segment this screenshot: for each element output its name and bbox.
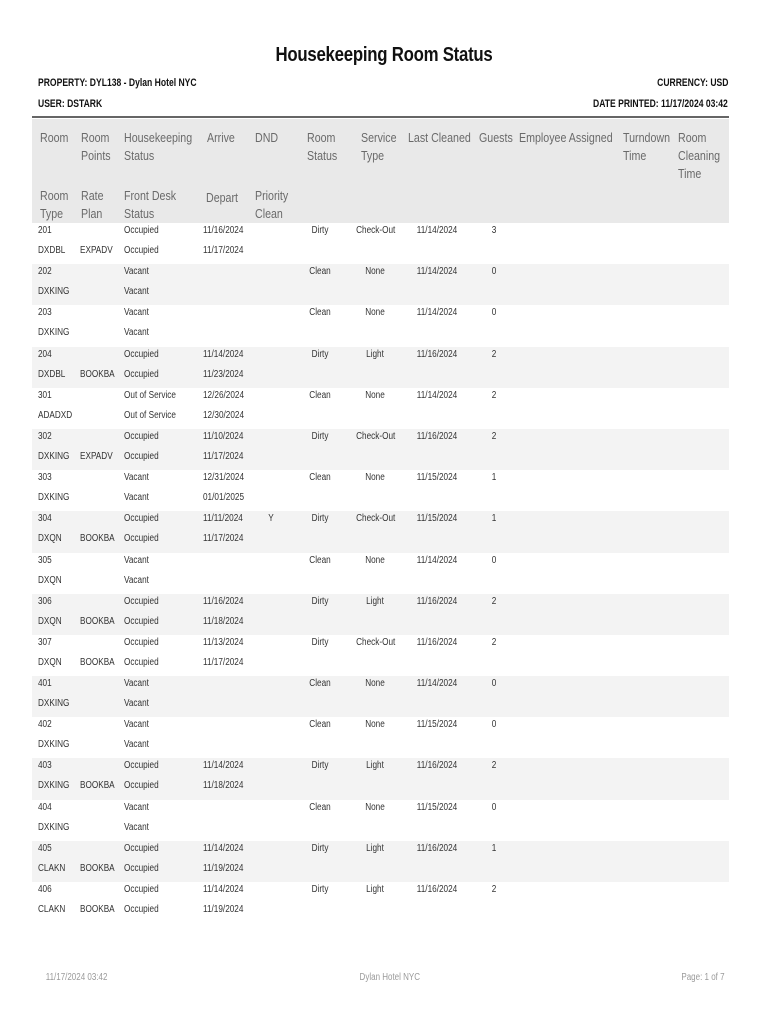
col-housekeeping-status: Housekeeping Status <box>124 130 193 163</box>
guest-count: 2 <box>491 348 497 360</box>
arrive-date: 11/14/2024 <box>203 348 244 360</box>
housekeeping-status: Vacant <box>124 678 149 690</box>
room-number: 405 <box>38 842 52 854</box>
currency-label: CURRENCY: USD <box>656 77 728 89</box>
depart-date: 11/18/2024 <box>203 615 244 627</box>
col-arrive: Arrive <box>207 130 235 145</box>
last-cleaned: 11/16/2024 <box>416 884 458 895</box>
housekeeping-status: Occupied <box>124 595 159 607</box>
room-number: 305 <box>38 554 52 566</box>
rate-plan: BOOKBA <box>80 368 115 380</box>
depart-date: 11/19/2024 <box>203 862 244 874</box>
user-label: USER: DSTARK <box>38 98 103 110</box>
housekeeping-status: Occupied <box>124 636 159 648</box>
col-front-desk-status: Front Desk Status <box>124 188 177 221</box>
guest-count: 2 <box>491 389 497 401</box>
room-type: DXKING <box>38 780 70 792</box>
col-last-cleaned: Last Cleaned <box>408 130 471 145</box>
col-room-points: Room Points <box>81 130 111 163</box>
depart-date: 11/18/2024 <box>203 780 244 792</box>
room-type: CLAKN <box>38 904 66 915</box>
rate-plan: EXPADV <box>80 450 113 462</box>
service-type: Light <box>366 884 384 895</box>
depart-date: 11/17/2024 <box>203 533 244 545</box>
service-type: None <box>365 389 385 401</box>
room-status: Clean <box>309 266 331 278</box>
last-cleaned: 11/16/2024 <box>416 595 458 607</box>
guest-count: 2 <box>491 884 497 895</box>
room-status: Dirty <box>311 348 329 360</box>
service-type: Light <box>366 842 384 854</box>
depart-date: 01/01/2025 <box>203 492 245 504</box>
last-cleaned: 11/16/2024 <box>416 842 458 854</box>
room-status: Dirty <box>311 513 329 525</box>
report-title: Housekeeping Room Status <box>275 44 493 66</box>
housekeeping-status: Occupied <box>124 842 159 854</box>
housekeeping-status: Out of Service <box>124 389 176 401</box>
col-room-type: Room Type <box>40 188 69 221</box>
room-status: Dirty <box>311 636 329 648</box>
table-row <box>32 594 729 635</box>
depart-date: 12/30/2024 <box>203 409 245 421</box>
front-desk-status: Out of Service <box>124 409 176 421</box>
front-desk-status: Occupied <box>124 368 159 380</box>
service-type: Check-Out <box>356 513 396 525</box>
date-printed-label: DATE PRINTED: 11/17/2024 03:42 <box>593 98 728 110</box>
service-type: Light <box>366 348 384 360</box>
table-row <box>32 717 729 758</box>
service-type: None <box>365 472 385 484</box>
footer-page: Page: 1 of 7 <box>681 972 725 983</box>
header-divider <box>32 116 729 118</box>
col-service-type: Service Type <box>361 130 397 163</box>
room-number: 201 <box>38 225 52 236</box>
front-desk-status: Occupied <box>124 615 159 627</box>
room-status: Dirty <box>311 595 329 607</box>
table-row <box>32 223 729 264</box>
housekeeping-status: Vacant <box>124 472 149 484</box>
room-type: DXKING <box>38 492 70 504</box>
front-desk-status: Vacant <box>124 739 149 751</box>
room-number: 306 <box>38 595 52 607</box>
last-cleaned: 11/14/2024 <box>416 389 458 401</box>
room-status: Dirty <box>311 884 329 895</box>
room-number: 404 <box>38 801 52 813</box>
front-desk-status: Occupied <box>124 780 159 792</box>
front-desk-status: Vacant <box>124 574 149 586</box>
room-type: DXKING <box>38 327 70 339</box>
guest-count: 3 <box>491 225 497 236</box>
guest-count: 0 <box>491 719 497 731</box>
room-type: DXKING <box>38 698 70 710</box>
front-desk-status: Occupied <box>124 656 159 668</box>
col-turndown-time: Turndown Time <box>623 130 671 163</box>
rate-plan: BOOKBA <box>80 780 115 792</box>
housekeeping-status: Occupied <box>124 225 159 236</box>
front-desk-status: Vacant <box>124 327 149 339</box>
room-number: 401 <box>38 678 52 690</box>
front-desk-status: Occupied <box>124 245 159 256</box>
room-status: Clean <box>309 472 331 484</box>
arrive-date: 12/26/2024 <box>203 389 245 401</box>
table-row <box>32 800 729 841</box>
col-employee-assigned: Employee Assigned <box>519 130 613 145</box>
last-cleaned: 11/15/2024 <box>416 472 458 484</box>
room-status: Clean <box>309 389 331 401</box>
service-type: Light <box>366 760 384 772</box>
housekeeping-status: Vacant <box>124 719 149 731</box>
room-status: Dirty <box>311 430 329 442</box>
room-type: ADADXD <box>38 409 73 421</box>
room-number: 307 <box>38 636 52 648</box>
front-desk-status: Occupied <box>124 450 159 462</box>
room-status: Clean <box>309 719 331 731</box>
arrive-date: 11/13/2024 <box>203 636 244 648</box>
service-type: Light <box>366 595 384 607</box>
front-desk-status: Vacant <box>124 492 149 504</box>
room-type: DXQN <box>38 574 62 586</box>
rate-plan: BOOKBA <box>80 904 115 915</box>
service-type: Check-Out <box>356 430 396 442</box>
guest-count: 1 <box>491 472 497 484</box>
arrive-date: 11/14/2024 <box>203 760 244 772</box>
table-header <box>32 119 729 223</box>
housekeeping-status: Vacant <box>124 554 149 566</box>
last-cleaned: 11/15/2024 <box>416 719 458 731</box>
col-dnd: DND <box>255 130 279 145</box>
arrive-date: 11/16/2024 <box>203 225 244 236</box>
table-row <box>32 553 729 594</box>
last-cleaned: 11/16/2024 <box>416 348 458 360</box>
front-desk-status: Vacant <box>124 821 149 833</box>
room-type: DXKING <box>38 450 70 462</box>
depart-date: 11/23/2024 <box>203 368 244 380</box>
room-status: Dirty <box>311 842 329 854</box>
last-cleaned: 11/16/2024 <box>416 430 458 442</box>
last-cleaned: 11/14/2024 <box>416 307 458 319</box>
property-label: PROPERTY: DYL138 - Dylan Hotel NYC <box>38 77 197 89</box>
housekeeping-status: Occupied <box>124 348 159 360</box>
last-cleaned: 11/14/2024 <box>416 678 458 690</box>
table-row <box>32 635 729 676</box>
front-desk-status: Occupied <box>124 904 159 915</box>
rate-plan: BOOKBA <box>80 656 115 668</box>
room-type: CLAKN <box>38 862 66 874</box>
room-number: 203 <box>38 307 52 319</box>
housekeeping-status: Vacant <box>124 307 149 319</box>
guest-count: 2 <box>491 595 497 607</box>
service-type: None <box>365 801 385 813</box>
room-number: 301 <box>38 389 52 401</box>
rate-plan: EXPADV <box>80 245 113 256</box>
room-status: Clean <box>309 801 331 813</box>
last-cleaned: 11/14/2024 <box>416 266 458 278</box>
room-status: Dirty <box>311 225 329 236</box>
depart-date: 11/17/2024 <box>203 450 244 462</box>
depart-date: 11/17/2024 <box>203 656 244 668</box>
room-number: 303 <box>38 472 52 484</box>
table-row <box>32 347 729 388</box>
room-table-body <box>32 223 729 923</box>
table-row <box>32 470 729 511</box>
room-type: DXDBL <box>38 368 66 380</box>
table-row <box>32 305 729 346</box>
service-type: None <box>365 554 385 566</box>
housekeeping-status: Occupied <box>124 513 159 525</box>
room-number: 406 <box>38 884 52 895</box>
guest-count: 1 <box>491 842 497 854</box>
guest-count: 0 <box>491 266 497 278</box>
front-desk-status: Vacant <box>124 698 149 710</box>
arrive-date: 11/10/2024 <box>203 430 244 442</box>
rate-plan: BOOKBA <box>80 533 115 545</box>
service-type: None <box>365 307 385 319</box>
table-row <box>32 841 729 882</box>
room-status: Clean <box>309 554 331 566</box>
dnd-flag: Y <box>268 513 274 525</box>
room-type: DXDBL <box>38 245 66 256</box>
arrive-date: 11/11/2024 <box>203 513 243 525</box>
col-room: Room <box>40 130 69 145</box>
guest-count: 2 <box>491 430 497 442</box>
guest-count: 0 <box>491 678 497 690</box>
table-row <box>32 264 729 305</box>
room-number: 202 <box>38 266 52 278</box>
last-cleaned: 11/15/2024 <box>416 513 458 525</box>
housekeeping-status: Vacant <box>124 266 149 278</box>
room-status: Clean <box>309 307 331 319</box>
room-number: 302 <box>38 430 52 442</box>
room-type: DXKING <box>38 739 70 751</box>
room-type: DXQN <box>38 656 62 668</box>
col-priority-clean: Priority Clean <box>255 188 289 221</box>
table-row <box>32 429 729 470</box>
arrive-date: 11/14/2024 <box>203 884 244 895</box>
room-type: DXQN <box>38 533 62 545</box>
col-guests: Guests <box>479 130 513 145</box>
guest-count: 0 <box>491 801 497 813</box>
front-desk-status: Vacant <box>124 286 149 298</box>
table-row <box>32 758 729 799</box>
guest-count: 1 <box>491 513 497 525</box>
depart-date: 11/19/2024 <box>203 904 244 915</box>
depart-date: 11/17/2024 <box>203 245 244 256</box>
rate-plan: BOOKBA <box>80 862 115 874</box>
room-status: Clean <box>309 678 331 690</box>
last-cleaned: 11/14/2024 <box>416 554 458 566</box>
last-cleaned: 11/16/2024 <box>416 760 458 772</box>
service-type: Check-Out <box>356 636 396 648</box>
room-status: Dirty <box>311 760 329 772</box>
table-row <box>32 511 729 552</box>
housekeeping-status: Occupied <box>124 430 159 442</box>
footer-printed: 11/17/2024 03:42 <box>45 972 108 983</box>
last-cleaned: 11/16/2024 <box>416 636 458 648</box>
service-type: None <box>365 266 385 278</box>
last-cleaned: 11/15/2024 <box>416 801 458 813</box>
arrive-date: 12/31/2024 <box>203 472 245 484</box>
housekeeping-status: Vacant <box>124 801 149 813</box>
room-number: 402 <box>38 719 52 731</box>
last-cleaned: 11/14/2024 <box>416 225 458 236</box>
housekeeping-status: Occupied <box>124 760 159 772</box>
col-depart: Depart <box>206 190 239 205</box>
room-number: 204 <box>38 348 52 360</box>
service-type: None <box>365 719 385 731</box>
guest-count: 0 <box>491 554 497 566</box>
table-row <box>32 388 729 429</box>
guest-count: 2 <box>491 636 497 648</box>
arrive-date: 11/16/2024 <box>203 595 244 607</box>
col-rate-plan: Rate Plan <box>81 188 104 221</box>
table-row <box>32 676 729 717</box>
front-desk-status: Occupied <box>124 862 159 874</box>
room-number: 304 <box>38 513 52 525</box>
col-room-status: Room Status <box>307 130 338 163</box>
guest-count: 2 <box>491 760 497 772</box>
room-number: 403 <box>38 760 52 772</box>
guest-count: 0 <box>491 307 497 319</box>
housekeeping-status: Occupied <box>124 884 159 895</box>
col-room-cleaning-time: Room Cleaning Time <box>678 130 721 181</box>
service-type: Check-Out <box>356 225 396 236</box>
footer-hotel: Dylan Hotel NYC <box>359 972 421 983</box>
service-type: None <box>365 678 385 690</box>
front-desk-status: Occupied <box>124 533 159 545</box>
room-type: DXQN <box>38 615 62 627</box>
room-type: DXKING <box>38 821 70 833</box>
arrive-date: 11/14/2024 <box>203 842 244 854</box>
table-row <box>32 882 729 923</box>
room-type: DXKING <box>38 286 70 298</box>
rate-plan: BOOKBA <box>80 615 115 627</box>
